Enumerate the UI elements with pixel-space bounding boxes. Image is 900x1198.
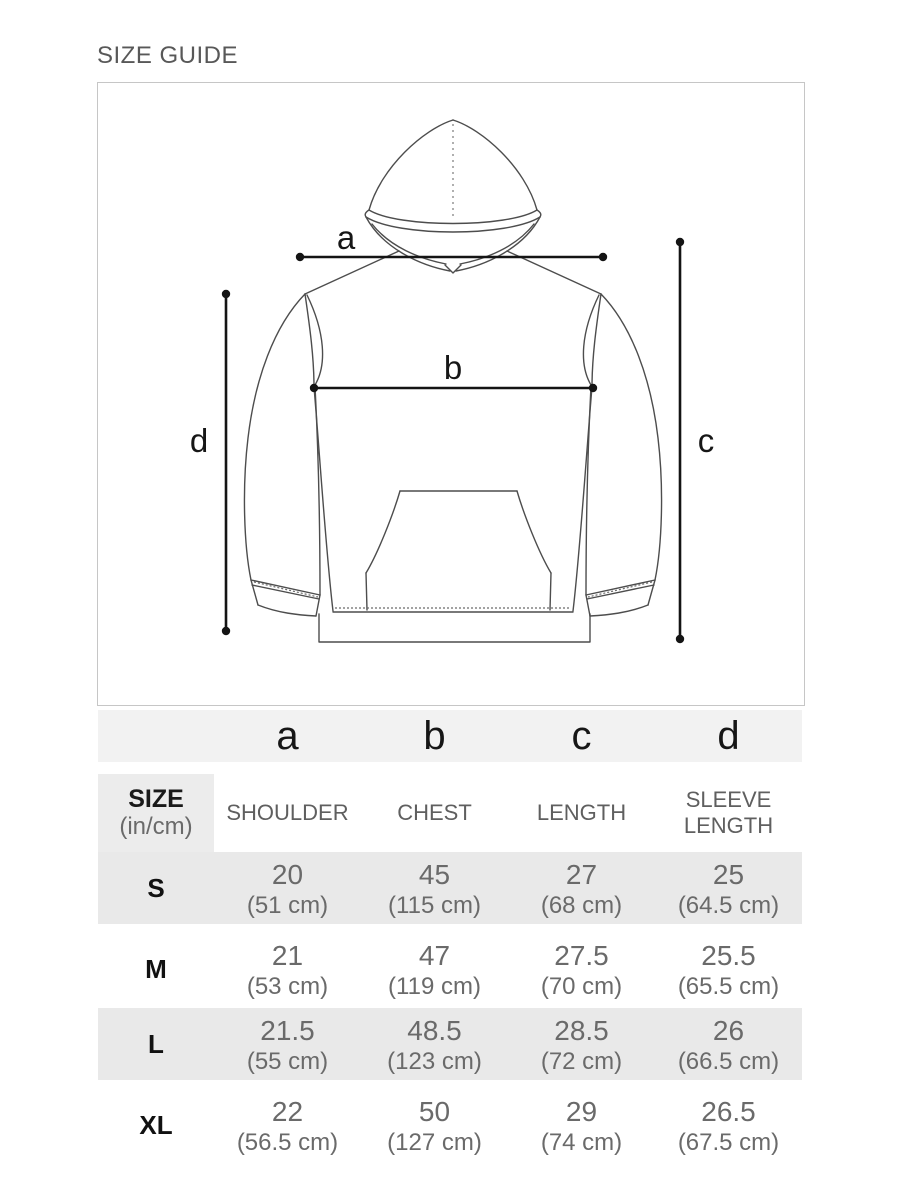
value-centimeters: (123 cm) xyxy=(387,1048,482,1075)
table-body xyxy=(98,852,802,1164)
value-inches: 27.5 xyxy=(554,940,609,971)
row-size-label: XL xyxy=(139,1109,173,1140)
table-row xyxy=(98,852,802,930)
value-centimeters: (127 cm) xyxy=(387,1129,482,1156)
label-b: b xyxy=(443,349,463,386)
row-size-label: S xyxy=(147,872,165,903)
table-row xyxy=(98,930,802,1008)
size-header-title: SIZE xyxy=(128,785,184,813)
value-inches: 26 xyxy=(712,1015,745,1046)
value-inches: 21 xyxy=(271,940,304,971)
column-header-length: LENGTH xyxy=(508,774,655,852)
letter-header-b: b xyxy=(423,714,446,758)
value-centimeters: (67.5 cm) xyxy=(677,1129,780,1156)
measurement-cell xyxy=(361,1086,508,1164)
value-centimeters: (72 cm) xyxy=(540,1048,623,1075)
measure-dot xyxy=(599,253,607,261)
measurement-cell xyxy=(214,1086,361,1164)
measure-dot xyxy=(222,627,230,635)
letter-header-a: a xyxy=(276,714,299,758)
value-inches: 27 xyxy=(565,859,598,890)
size-unit-header-cell xyxy=(98,774,214,852)
value-centimeters: (74 cm) xyxy=(540,1129,623,1156)
value-centimeters: (64.5 cm) xyxy=(677,892,780,919)
column-header-sleeve-length: SLEEVE LENGTH xyxy=(655,774,802,852)
value-inches: 26.5 xyxy=(701,1096,756,1127)
value-centimeters: (53 cm) xyxy=(246,973,329,1000)
hoodie-diagram-svg xyxy=(98,83,806,707)
value-inches: 50 xyxy=(418,1096,451,1127)
value-inches: 25.5 xyxy=(701,940,756,971)
value-centimeters: (51 cm) xyxy=(246,892,329,919)
measurement-cell xyxy=(361,852,508,924)
measurement-labels xyxy=(190,219,714,459)
value-centimeters: (66.5 cm) xyxy=(677,1048,780,1075)
measurement-cell xyxy=(508,930,655,1008)
letter-header-c: c xyxy=(571,714,592,758)
row-size-label: M xyxy=(145,953,167,984)
label-a: a xyxy=(336,219,356,256)
value-centimeters: (65.5 cm) xyxy=(677,973,780,1000)
measurement-cell xyxy=(508,852,655,924)
hoodie-measurement-diagram xyxy=(97,82,805,706)
value-centimeters: (68 cm) xyxy=(540,892,623,919)
page-title: SIZE GUIDE xyxy=(97,42,239,69)
value-centimeters: (56.5 cm) xyxy=(236,1129,339,1156)
measurement-cell xyxy=(361,930,508,1008)
value-centimeters: (115 cm) xyxy=(388,892,481,919)
value-centimeters: (55 cm) xyxy=(246,1048,329,1075)
measure-dot xyxy=(310,384,318,392)
measurement-cell xyxy=(361,1008,508,1080)
measurement-cell xyxy=(655,930,802,1008)
measurement-cell xyxy=(655,1008,802,1080)
measurement-lines xyxy=(222,238,684,643)
value-inches: 48.5 xyxy=(407,1015,462,1046)
letter-header-d: d xyxy=(717,714,740,758)
measurement-cell xyxy=(214,930,361,1008)
size-header-unit: (in/cm) xyxy=(119,813,193,840)
value-inches: 25 xyxy=(712,859,745,890)
value-centimeters: (119 cm) xyxy=(388,973,481,1000)
measurement-cell xyxy=(214,852,361,924)
measurement-cell xyxy=(508,1008,655,1080)
measurement-cell xyxy=(214,1008,361,1080)
value-inches: 21.5 xyxy=(260,1015,315,1046)
value-inches: 20 xyxy=(271,859,304,890)
measure-dot xyxy=(222,290,230,298)
table-row xyxy=(98,1086,802,1164)
value-inches: 47 xyxy=(418,940,451,971)
table-row xyxy=(98,1008,802,1086)
column-header-shoulder: SHOULDER xyxy=(214,774,361,852)
measure-dot xyxy=(589,384,597,392)
size-table xyxy=(98,710,802,1164)
measure-dot xyxy=(676,238,684,246)
value-inches: 22 xyxy=(271,1096,304,1127)
value-inches: 28.5 xyxy=(554,1015,609,1046)
column-header-chest: CHEST xyxy=(361,774,508,852)
label-d: d xyxy=(189,422,209,459)
label-c: c xyxy=(697,422,715,459)
table-column-header-row xyxy=(98,774,802,852)
measurement-cell xyxy=(655,852,802,924)
row-size-label: L xyxy=(148,1028,164,1059)
measure-dot xyxy=(676,635,684,643)
value-inches: 45 xyxy=(418,859,451,890)
value-inches: 29 xyxy=(565,1096,598,1127)
measurement-cell xyxy=(508,1086,655,1164)
measurement-cell xyxy=(655,1086,802,1164)
table-letter-header-row xyxy=(98,710,802,762)
measure-dot xyxy=(296,253,304,261)
value-centimeters: (70 cm) xyxy=(540,973,623,1000)
